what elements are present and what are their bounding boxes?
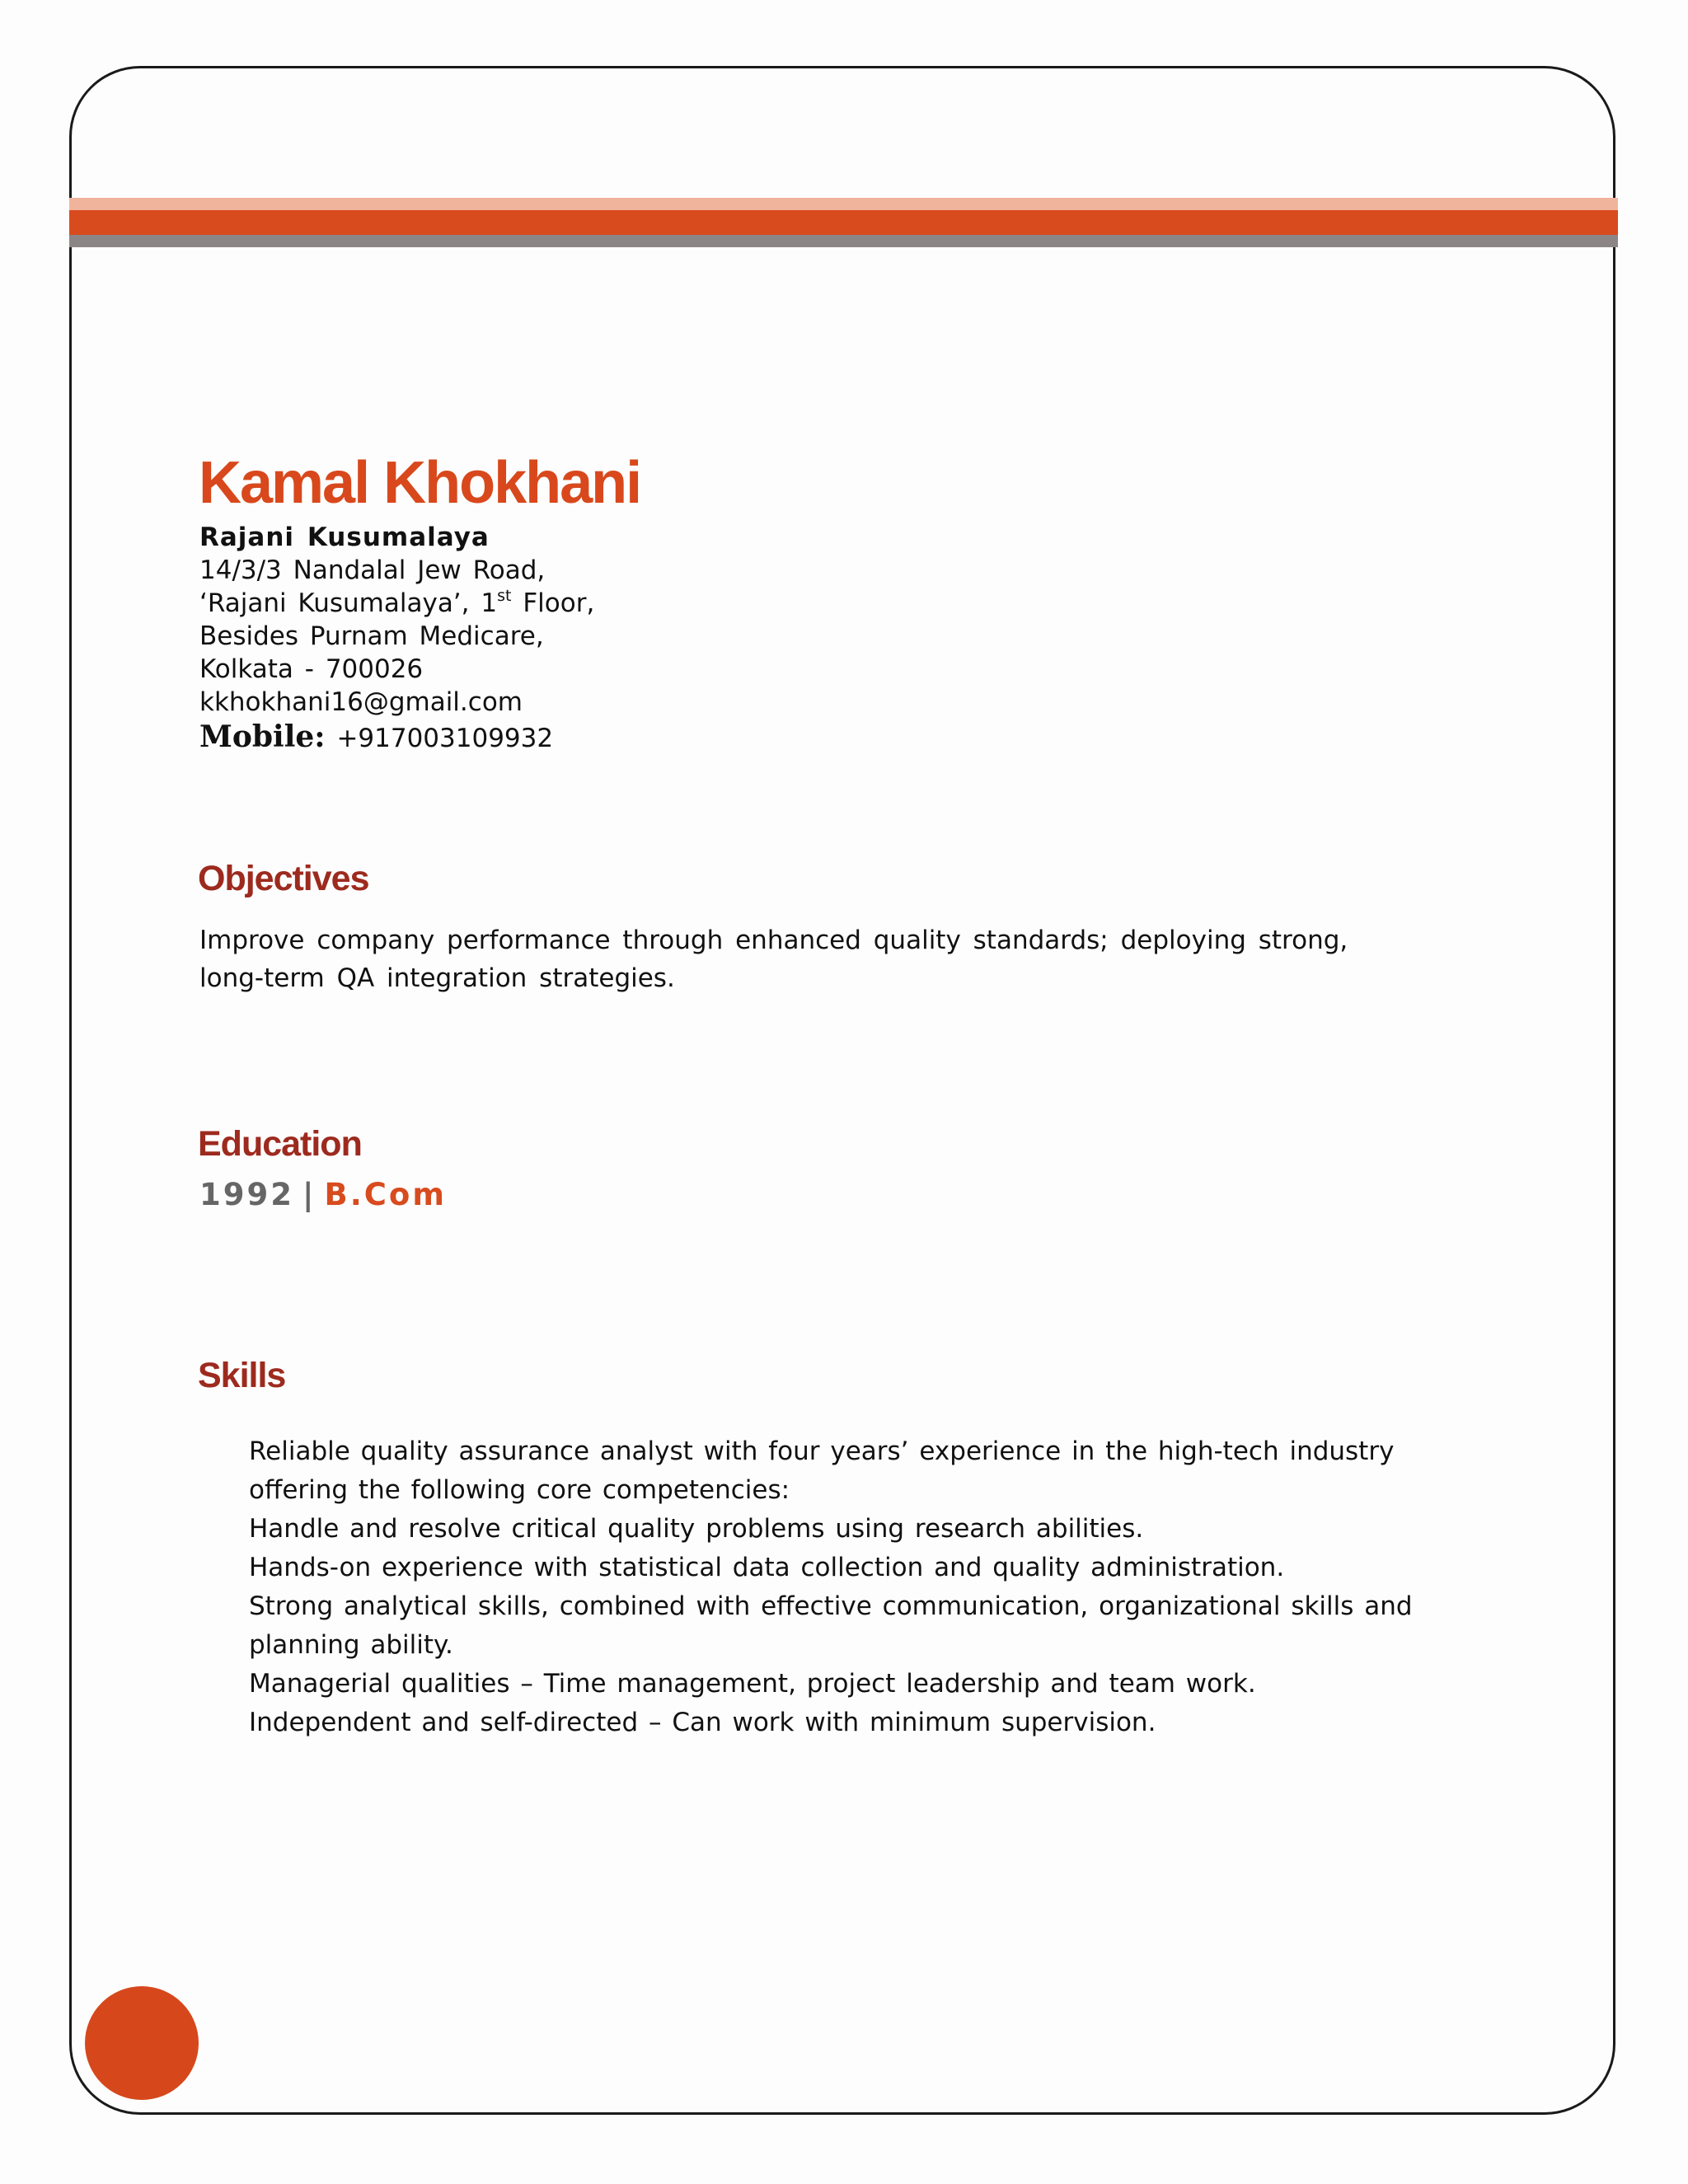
skills-line: planning ability. xyxy=(249,1630,453,1660)
objectives-line: long-term QA integration strategies. xyxy=(199,963,675,993)
decorative-circle xyxy=(85,1986,199,2100)
address-line-3 xyxy=(199,587,1024,620)
skills-line: Reliable quality assurance analyst with four years’ experience in the high-tech industry xyxy=(249,1436,1395,1466)
education-year: 1992 xyxy=(199,1177,294,1212)
skills-line: Hands-on experience with statistical data collection and quality administration. xyxy=(249,1553,1285,1582)
skills-line: Independent and self-directed – Can work with minimum supervision. xyxy=(249,1708,1156,1737)
skills-line: offering the following core competencies: xyxy=(249,1475,790,1505)
skills-heading: Skills xyxy=(198,1356,286,1395)
header-band-grey xyxy=(69,235,1618,247)
skills-line: Managerial qualities – Time management, project leadership and team work. xyxy=(249,1669,1256,1699)
address-line-3-sup: st xyxy=(497,587,512,605)
skills-list xyxy=(249,1432,1568,1742)
email-address: kkhokhani16@gmail.com xyxy=(199,687,523,717)
education-heading: Education xyxy=(198,1124,362,1164)
contact-block xyxy=(199,521,1024,755)
address-line-4: Besides Purnam Medicare, xyxy=(199,621,544,651)
objectives-heading: Objectives xyxy=(198,859,369,898)
skills-line: Handle and resolve critical quality problems using research abilities. xyxy=(249,1514,1144,1544)
education-separator: | xyxy=(302,1177,316,1212)
address-line-5: Kolkata - 700026 xyxy=(199,654,424,684)
skills-line: Strong analytical skills, combined with effective communication, organizational skills and xyxy=(249,1591,1413,1621)
header-band-light xyxy=(69,198,1618,210)
objectives-line: Improve company performance through enhanced quality standards; deploying strong, xyxy=(199,926,1348,955)
page-frame xyxy=(69,66,1615,2115)
address-line-3-end: Floor, xyxy=(511,588,595,618)
education-degree: B.Com xyxy=(324,1177,447,1212)
mobile-row xyxy=(199,720,1024,755)
objectives-text xyxy=(199,921,1485,997)
education-entry xyxy=(199,1177,447,1212)
resume-name: Kamal Khokhani xyxy=(199,450,641,516)
address-line-3-text: ‘Rajani Kusumalaya’, 1 xyxy=(199,588,498,618)
address-line-2: 14/3/3 Nandalal Jew Road, xyxy=(199,555,546,585)
address-line-1: Rajani Kusumalaya xyxy=(199,523,490,552)
mobile-number: +917003109932 xyxy=(336,724,554,753)
header-band-accent xyxy=(69,210,1618,235)
mobile-label: Mobile: xyxy=(199,719,326,754)
